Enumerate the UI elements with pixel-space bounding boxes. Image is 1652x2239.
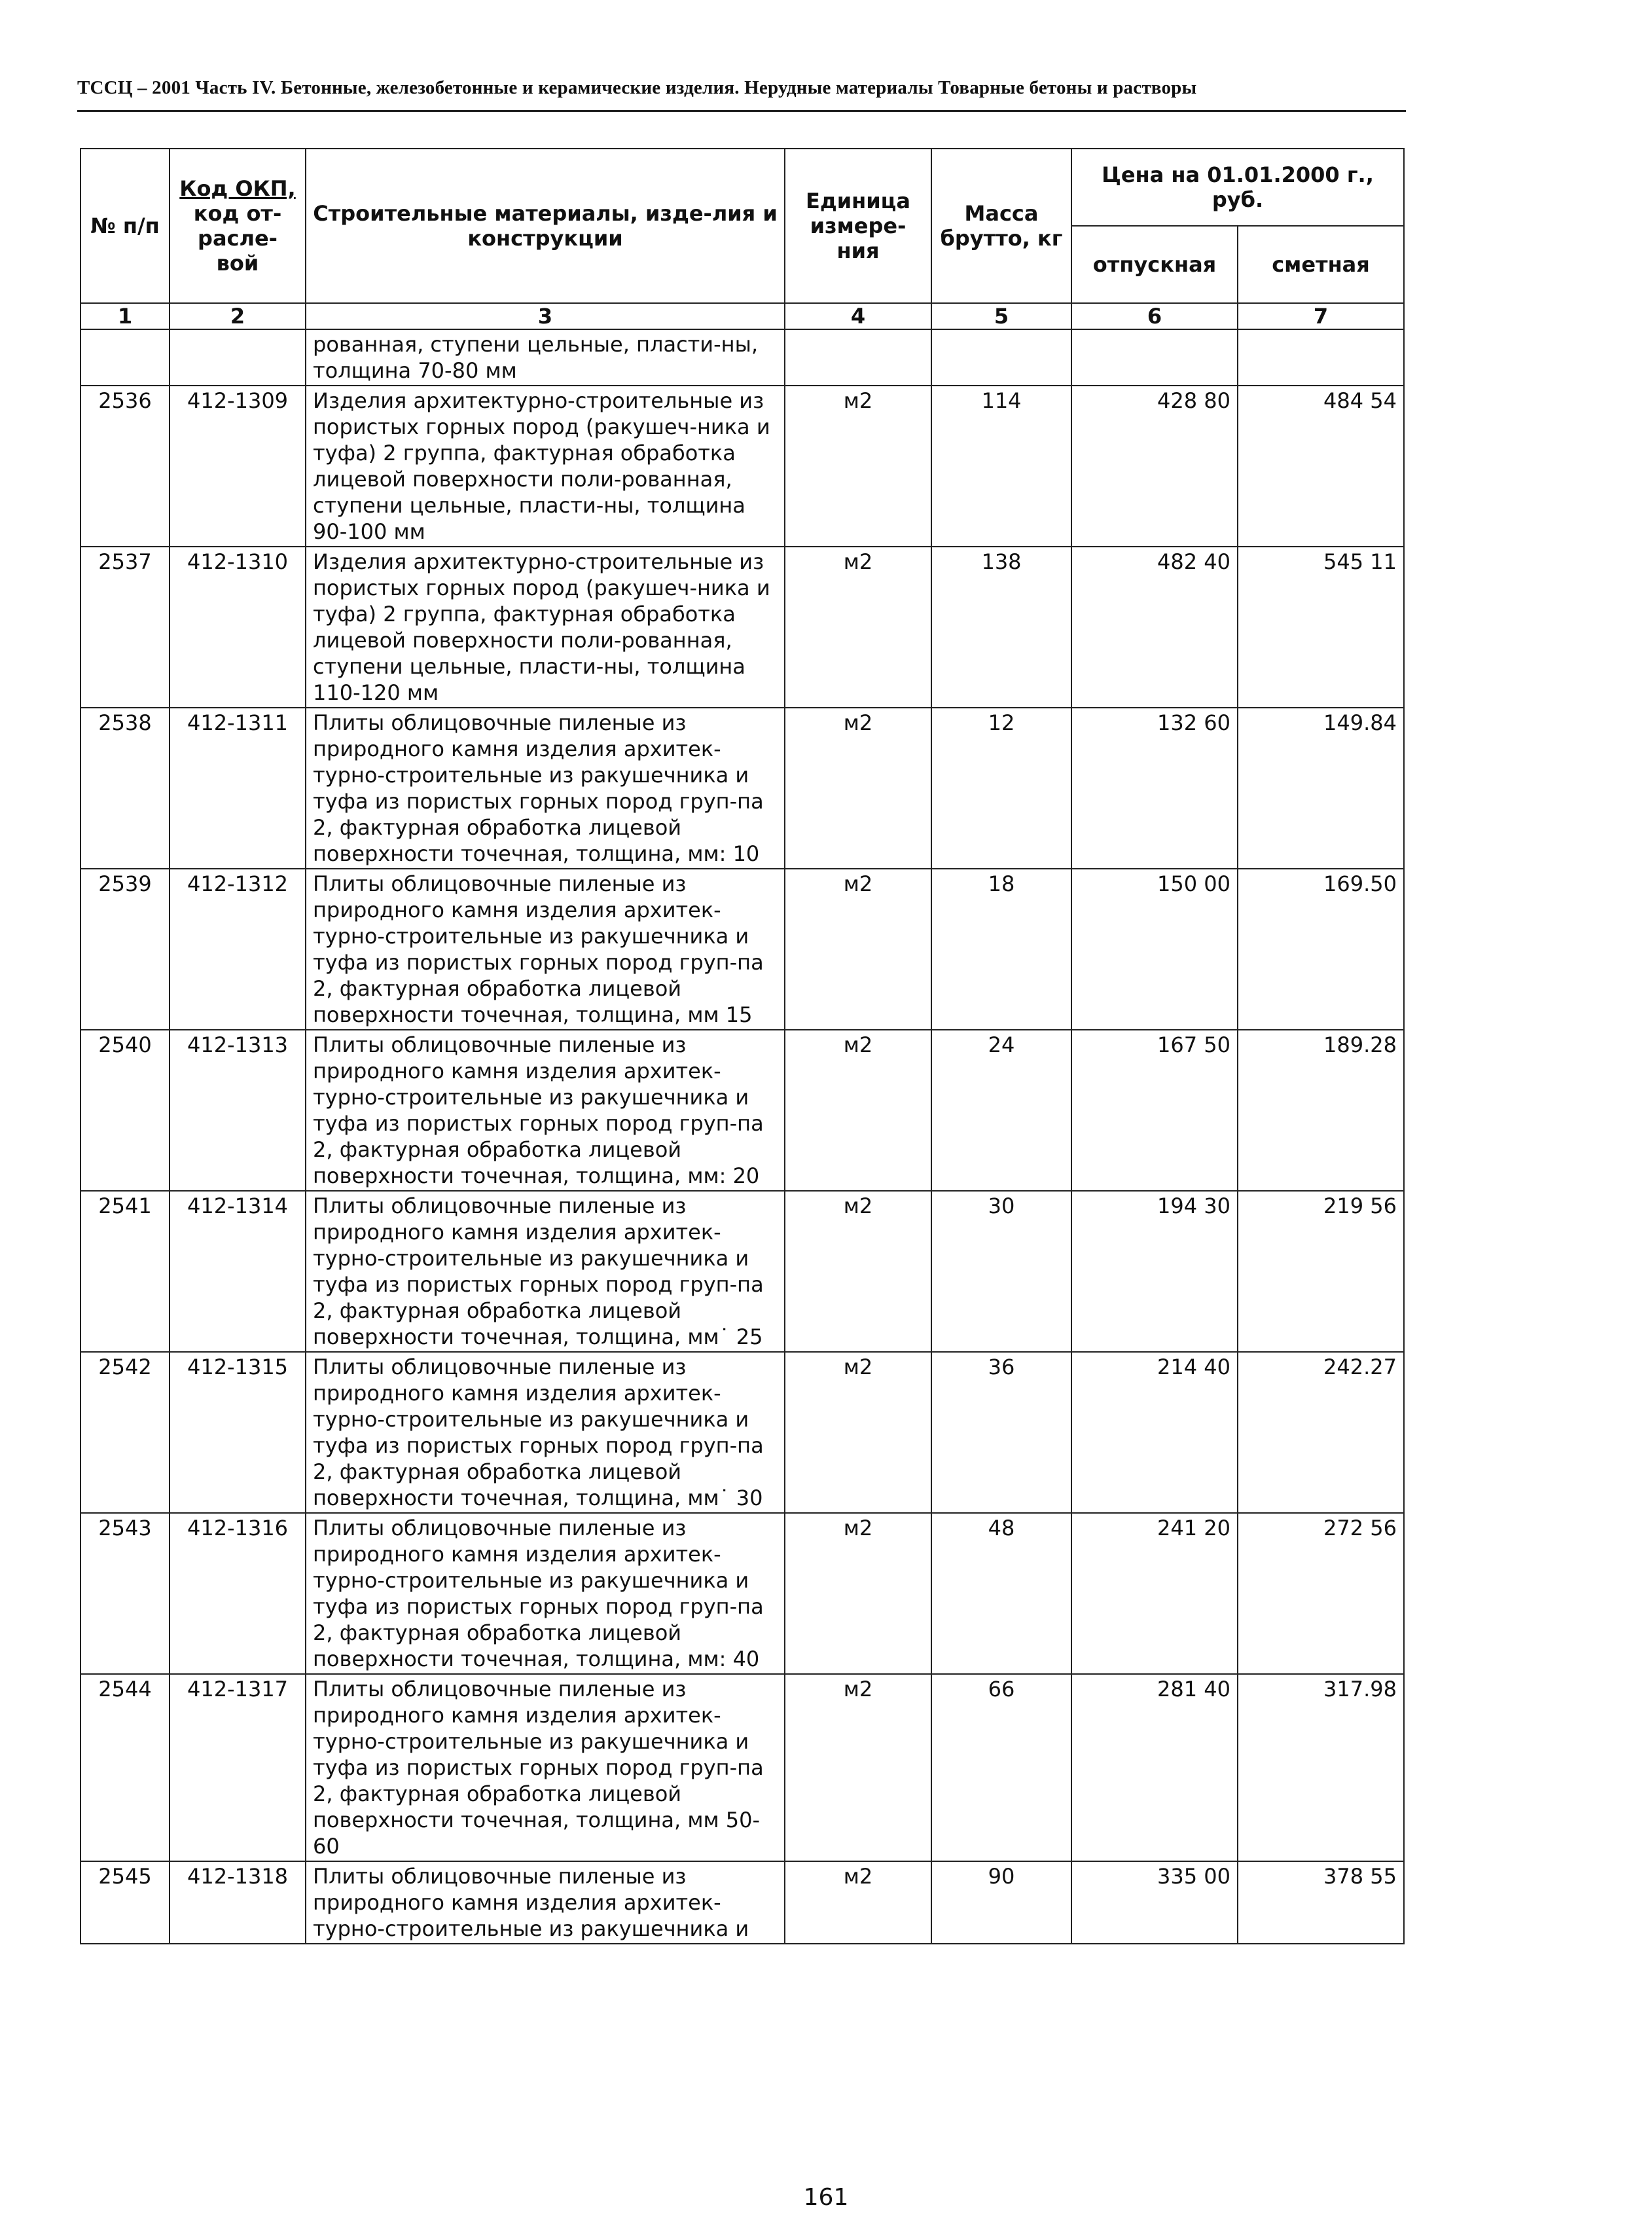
column-number: 1 [81,303,170,329]
cell-price-estimate: 484 54 [1238,386,1404,547]
cell-description: Изделия архитектурно-строительные из пористых горных пород (ракушеч-ника и туфа) 2 группа, фактурная обработка лицевой поверхности поли-рованная, ступени цельные, пласти-ны, толщина 90-100 мм [306,386,785,547]
table-row [81,869,1404,1030]
header-price-estimate: сметная [1238,226,1404,303]
column-number: 4 [785,303,931,329]
header-price-release: отпускная [1071,226,1238,303]
cell-price-estimate: 545 11 [1238,547,1404,708]
cell-code: 412-1314 [170,1191,306,1352]
column-number: 3 [306,303,785,329]
cell-mass: 90 [931,1861,1071,1944]
cell-num: 2544 [81,1674,170,1861]
table-body [81,329,1404,1944]
cell-price-estimate: 317.98 [1238,1674,1404,1861]
cell-mass: 24 [931,1030,1071,1191]
cell-empty [931,329,1071,386]
cell-unit: м2 [785,1861,931,1944]
cell-unit: м2 [785,1352,931,1513]
cell-num: 2536 [81,386,170,547]
cell-mass: 138 [931,547,1071,708]
cell-price-release: 482 40 [1071,547,1238,708]
cell-num: 2543 [81,1513,170,1674]
cell-unit: м2 [785,869,931,1030]
cell-unit: м2 [785,547,931,708]
header-code [170,149,306,303]
cell-num: 2540 [81,1030,170,1191]
table-row [81,1191,1404,1352]
cell-price-estimate: 219 56 [1238,1191,1404,1352]
cell-empty [81,329,170,386]
cell-mass: 114 [931,386,1071,547]
continuation-row [81,329,1404,386]
header-unit: Единица измере-ния [785,149,931,303]
cell-price-release: 194 30 [1071,1191,1238,1352]
header-price: Цена на 01.01.2000 г., руб. [1071,149,1404,226]
table-row [81,708,1404,869]
cell-empty [170,329,306,386]
table-row [81,1513,1404,1674]
cell-price-release: 281 40 [1071,1674,1238,1861]
cell-description: Плиты облицовочные пиленые из природного камня изделия архитек-турно-строительные из ракушечника и [306,1861,785,1944]
cell-description: Плиты облицовочные пиленые из природного камня изделия архитек-турно-строительные из ракушечника и туфа из пористых горных пород груп-па 2, фактурная обработка лицевой поверхности точечная, толщина, мм˙ 25 [306,1191,785,1352]
cell-unit: м2 [785,1030,931,1191]
cell-code: 412-1309 [170,386,306,547]
cell-empty [785,329,931,386]
cell-empty [1071,329,1238,386]
header-code-okp: Код ОКП, [179,176,296,201]
cell-num: 2538 [81,708,170,869]
cell-num: 2541 [81,1191,170,1352]
cell-description: Плиты облицовочные пиленые из природного камня изделия архитек-турно-строительные из ракушечника и туфа из пористых горных пород груп-па 2, фактурная обработка лицевой поверхности точечная, толщина, мм˙ 30 [306,1352,785,1513]
cell-price-estimate: 149.84 [1238,708,1404,869]
column-number: 7 [1238,303,1404,329]
cell-unit: м2 [785,1513,931,1674]
cell-mass: 66 [931,1674,1071,1861]
cell-description: Плиты облицовочные пиленые из природного камня изделия архитек-турно-строительные из ракушечника и туфа из пористых горных пород груп-па 2, фактурная обработка лицевой поверхности точечная, толщина, мм: 40 [306,1513,785,1674]
table-header [81,149,1404,329]
cell-code: 412-1317 [170,1674,306,1861]
header-desc: Строительные материалы, изде-лия и конструкции [306,149,785,303]
cell-code: 412-1311 [170,708,306,869]
cell-continuation: рованная, ступени цельные, пласти-ны, толщина 70-80 мм [306,329,785,386]
cell-price-release: 214 40 [1071,1352,1238,1513]
cell-price-estimate: 272 56 [1238,1513,1404,1674]
cell-num: 2542 [81,1352,170,1513]
cell-unit: м2 [785,386,931,547]
cell-price-release: 335 00 [1071,1861,1238,1944]
cell-unit: м2 [785,1674,931,1861]
table-row [81,1352,1404,1513]
cell-code: 412-1318 [170,1861,306,1944]
cell-empty [1238,329,1404,386]
header-num: № п/п [81,149,170,303]
cell-code: 412-1310 [170,547,306,708]
page-header: ТССЦ – 2001 Часть IV. Бетонные, железобетонные и керамические изделия. Нерудные материалы Товарные бетоны и растворы [77,77,1197,98]
cell-description: Плиты облицовочные пиленые из природного камня изделия архитек-турно-строительные из ракушечника и туфа из пористых горных пород груп-па 2, фактурная обработка лицевой поверхности точечная, толщина, мм 15 [306,869,785,1030]
cell-description: Плиты облицовочные пиленые из природного камня изделия архитек-турно-строительные из ракушечника и туфа из пористых горных пород груп-па 2, фактурная обработка лицевой поверхности точечная, толщина, мм: 10 [306,708,785,869]
cell-price-release: 428 80 [1071,386,1238,547]
column-number-row [81,303,1404,329]
cell-num: 2545 [81,1861,170,1944]
table-row [81,1861,1404,1944]
cell-mass: 36 [931,1352,1071,1513]
cell-description: Плиты облицовочные пиленые из природного камня изделия архитек-турно-строительные из ракушечника и туфа из пористых горных пород груп-па 2, фактурная обработка лицевой поверхности точечная, толщина, мм: 20 [306,1030,785,1191]
cell-code: 412-1312 [170,869,306,1030]
header-mass: Масса брутто, кг [931,149,1071,303]
cell-unit: м2 [785,708,931,869]
cell-price-estimate: 189.28 [1238,1030,1404,1191]
column-number: 2 [170,303,306,329]
table-row [81,1030,1404,1191]
table-row [81,1674,1404,1861]
column-number: 6 [1071,303,1238,329]
cell-price-estimate: 242.27 [1238,1352,1404,1513]
cell-code: 412-1315 [170,1352,306,1513]
cell-code: 412-1313 [170,1030,306,1191]
cell-price-estimate: 378 55 [1238,1861,1404,1944]
table-row [81,386,1404,547]
column-number: 5 [931,303,1071,329]
cell-price-release: 241 20 [1071,1513,1238,1674]
header-code-branch: код от-расле-вой [193,201,282,276]
cell-description: Изделия архитектурно-строительные из пористых горных пород (ракушеч-ника и туфа) 2 группа, фактурная обработка лицевой поверхности поли-рованная, ступени цельные, пласти-ны, толщина 110-120 мм [306,547,785,708]
page-number: 161 [803,2184,849,2211]
cell-num: 2539 [81,869,170,1030]
cell-price-release: 132 60 [1071,708,1238,869]
price-table [80,148,1405,1944]
cell-description: Плиты облицовочные пиленые из природного камня изделия архитек-турно-строительные из ракушечника и туфа из пористых горных пород груп-па 2, фактурная обработка лицевой поверхности точечная, толщина, мм 50-60 [306,1674,785,1861]
cell-price-estimate: 169.50 [1238,869,1404,1030]
cell-price-release: 167 50 [1071,1030,1238,1191]
table-row [81,547,1404,708]
cell-mass: 12 [931,708,1071,869]
header-rule [77,110,1406,112]
cell-unit: м2 [785,1191,931,1352]
cell-num: 2537 [81,547,170,708]
cell-mass: 30 [931,1191,1071,1352]
cell-mass: 48 [931,1513,1071,1674]
cell-mass: 18 [931,869,1071,1030]
cell-code: 412-1316 [170,1513,306,1674]
cell-price-release: 150 00 [1071,869,1238,1030]
